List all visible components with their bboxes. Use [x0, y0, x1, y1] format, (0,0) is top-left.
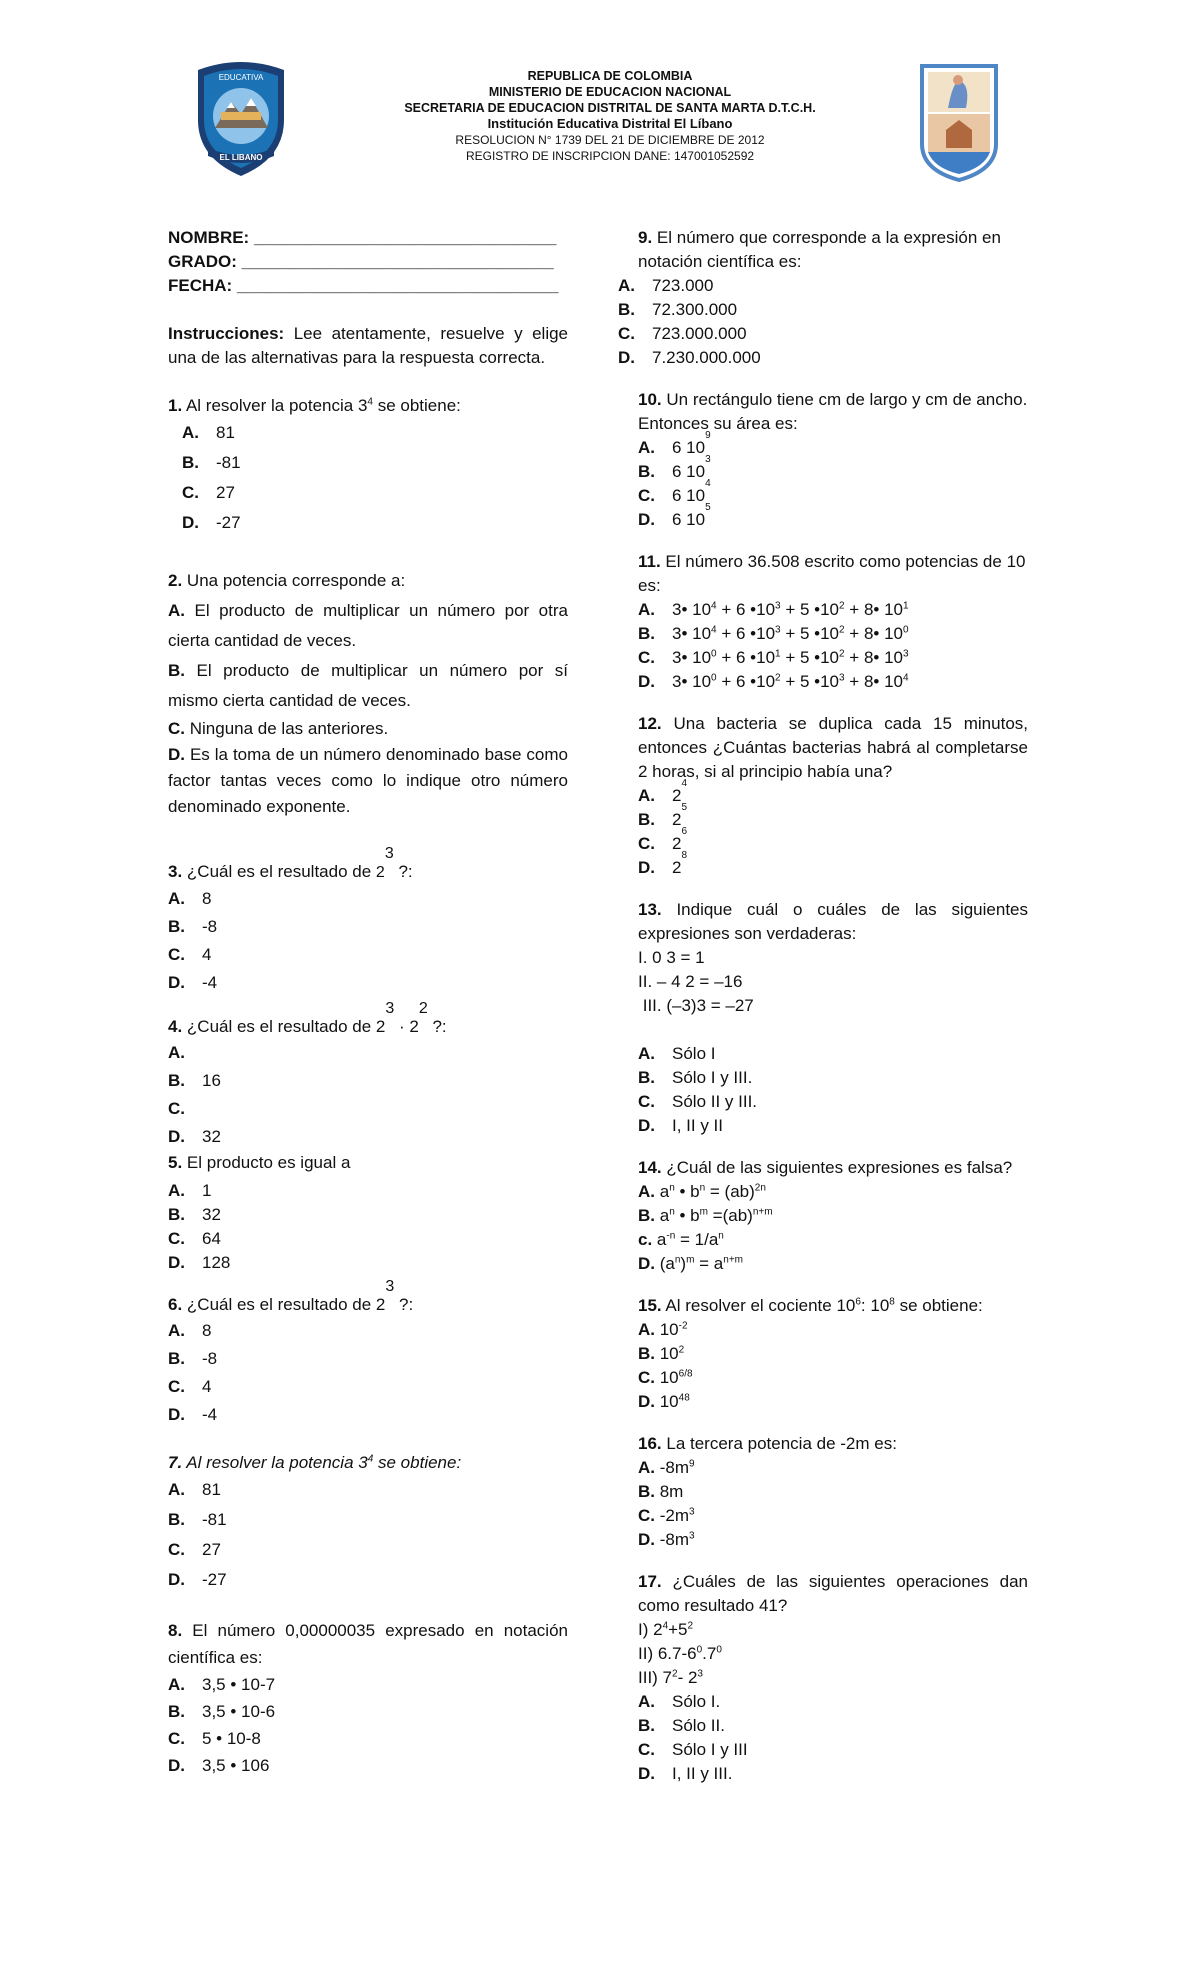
option-c[interactable]: C. Ninguna de las anteriores.	[168, 719, 389, 738]
header-text	[330, 68, 890, 164]
question-1	[168, 394, 568, 538]
option-d[interactable]: D. 2 8	[638, 850, 688, 877]
option-b[interactable]: B. 16	[168, 1071, 221, 1090]
option-d[interactable]: D. Es la toma de un número denominado base como factor tantas veces como lo indique otro número denominado exponente.	[168, 745, 568, 816]
question-11	[638, 550, 1028, 694]
question-13	[638, 898, 1028, 1138]
question-12	[638, 712, 1028, 880]
option-c[interactable]: C. 27	[168, 1540, 221, 1559]
question-4: 4. ¿Cuál es el resultado de $2^3 \cdot 2^2$ ?: A. B. 16 C. D. 32	[168, 1015, 568, 1151]
option-b[interactable]: B. -8	[168, 1349, 218, 1368]
option-d[interactable]: D. -4	[168, 973, 218, 992]
document-header	[0, 58, 1200, 178]
question-text: ¿Cuál de las siguientes expresiones es falsa?	[661, 1158, 1013, 1177]
header-line-republic: REPUBLICA DE COLOMBIA	[527, 69, 693, 83]
exponent: 3	[384, 845, 394, 863]
question-text: El número 0,00000035 expresado en notación científica es:	[168, 1621, 568, 1667]
option-c[interactable]: C. 4	[168, 945, 212, 964]
option-b[interactable]: B. 2 5	[638, 802, 688, 829]
option-c[interactable]: C. 4	[168, 1377, 212, 1396]
option-c[interactable]: C. $-2m^3$	[638, 1506, 695, 1525]
option-a[interactable]: A. $a^n$ • $b^n = (ab)^{2n}$	[638, 1182, 766, 1201]
option-a[interactable]: A. Sólo I.	[638, 1692, 721, 1711]
question-number: 17.	[638, 1572, 662, 1591]
option-d[interactable]: D. 32	[168, 1127, 221, 1146]
name-field[interactable]: NOMBRE: ________________________________	[168, 228, 557, 247]
exponent: 4	[367, 1453, 374, 1465]
question-9	[618, 226, 1038, 370]
option-b[interactable]: B. $a^n$ • $b^m =(ab)^{n+m}$	[638, 1206, 773, 1225]
question-17	[638, 1570, 1028, 1786]
question-6: 6. ¿Cuál es el resultado de $2^3$ ?: A. 8 B. -8 C. 4 D. -4	[168, 1293, 568, 1429]
question-7: 7. Al resolver la potencia $3^4$ se obtiene: A. 81 B. -81 C. 27 D. -27	[168, 1451, 568, 1595]
instructions	[168, 322, 568, 370]
question-number: 15.	[638, 1296, 662, 1315]
question-5	[168, 1151, 568, 1275]
question-text: ¿Cuál es el resultado de	[182, 1295, 376, 1314]
header-line-resolution: RESOLUCION N° 1739 DEL 21 DE DICIEMBRE DE 2012	[455, 133, 765, 147]
student-fields	[168, 226, 568, 298]
question-number: 6.	[168, 1295, 183, 1314]
question-2	[168, 566, 568, 820]
option-d[interactable]: D. 3,5 • 106	[168, 1756, 270, 1775]
option-d[interactable]: D. I, II y III.	[638, 1764, 733, 1783]
option-b[interactable]: B. -81	[168, 1510, 227, 1529]
option-c[interactable]: C. $10^{6/8}$	[638, 1368, 693, 1387]
question-number: 11.	[638, 552, 661, 571]
option-a[interactable]: A. 2 4	[638, 778, 688, 805]
question-8	[168, 1617, 568, 1779]
question-number: 8.	[168, 1621, 183, 1640]
question-number: 4.	[168, 1017, 183, 1036]
option-b[interactable]: B. 6 10 3	[638, 454, 711, 481]
option-c[interactable]: C. 5 • 10-8	[168, 1729, 261, 1748]
question-text: La tercera potencia de -2m es:	[661, 1434, 897, 1453]
option-b[interactable]: B. -8	[168, 917, 218, 936]
header-line-secretary: SECRETARIA DE EDUCACION DISTRITAL DE SANTA MARTA D.T.C.H.	[404, 101, 816, 115]
question-text: Al resolver la potencia 3	[182, 1453, 368, 1472]
option-a[interactable]: A. 723.000	[618, 276, 714, 295]
question-number: 10.	[638, 390, 662, 409]
option-a[interactable]: A. 3,5 • 10-7	[168, 1675, 276, 1694]
option-d[interactable]: D. 6 10 5	[638, 502, 711, 529]
statement-ii: II. – 4 2 = –16	[638, 972, 743, 991]
option-c[interactable]: C. 723.000.000	[618, 324, 747, 343]
question-number: 12.	[638, 714, 662, 733]
question-text: ¿Cuál es el resultado de	[182, 1017, 376, 1036]
question-text: ¿Cuál es el resultado de	[182, 862, 376, 881]
option-d[interactable]: D. -4	[168, 1405, 218, 1424]
header-line-ministry: MINISTERIO DE EDUCACION NACIONAL	[488, 85, 732, 99]
option-c[interactable]: C. 2 6	[638, 826, 688, 853]
question-3: 3. ¿Cuál es el resultado de $2^3$ ?: A. 8 B. -8 C. 4 D. -4	[168, 860, 568, 997]
grade-field[interactable]: GRADO: _________________________________	[168, 252, 554, 271]
option-b[interactable]: B. Sólo II.	[638, 1716, 725, 1735]
question-text: Al resolver la potencia 3	[182, 396, 368, 415]
question-number: 9.	[638, 228, 653, 247]
option-a[interactable]: A. $-8m^9$	[638, 1458, 695, 1477]
option-a[interactable]: A. Sólo I	[638, 1044, 716, 1063]
option-b[interactable]: B. -81	[182, 453, 241, 472]
option-d[interactable]: D. -27	[168, 1570, 227, 1589]
option-b[interactable]: B. El producto de multiplicar un número por sí mismo cierta cantidad de veces.	[168, 661, 568, 710]
option-a[interactable]: A. 81	[182, 423, 235, 442]
option-d[interactable]: D. $10^{48}$	[638, 1392, 690, 1411]
date-field[interactable]: FECHA: __________________________________	[168, 276, 559, 295]
option-c[interactable]: C. 27	[182, 483, 235, 502]
question-text: Un rectángulo tiene cm de largo y cm de ancho. Entonces su área es:	[638, 390, 1028, 433]
option-d[interactable]: D. $-8m^3$	[638, 1530, 695, 1549]
option-a[interactable]: A. 8	[168, 1321, 212, 1340]
option-d[interactable]: D. 7.230.000.000	[618, 348, 761, 367]
statement-i: I) $2^4+5^2$	[638, 1620, 694, 1639]
header-line-registry: REGISTRO DE INSCRIPCION DANE: 147001052592	[465, 149, 755, 163]
option-d[interactable]: D. 3• $10^0 + 6$ $•10^2 + 5$ $•10^3$ + 8• $10^4$	[638, 672, 909, 691]
question-number: 2.	[168, 571, 183, 590]
question-number: 16.	[638, 1434, 662, 1453]
option-a[interactable]: A. 8	[168, 889, 212, 908]
option-b[interactable]: B. 3• $10^4 + 6$ $•10^3 + 5$ $•10^2$ + 8• $10^0$	[638, 624, 909, 643]
option-b[interactable]: B. 72.300.000	[618, 300, 738, 319]
statement-i: I. 0 3 = 1	[638, 948, 705, 967]
question-text: El número 36.508 escrito como potencias de 10 es:	[638, 552, 1026, 595]
statement-iii: III. (–3)3 = –27	[638, 996, 754, 1015]
option-c[interactable]: C. 3• $10^0 + 6$ $•10^1 + 5$ $•10^2$ + 8• $10^3$	[638, 648, 909, 667]
question-text: El número que corresponde a la expresión en notación científica es:	[638, 228, 1001, 271]
question-text: Indique cuál o cuáles de las siguientes expresiones son verdaderas:	[638, 900, 1028, 943]
question-number: 1.	[168, 396, 183, 415]
option-a[interactable]: A. 3• $10^4 + 6$ $•10^3 + 5$ $•10^2$ + 8• $10^1$	[638, 600, 909, 619]
instructions-label: Instrucciones:	[168, 324, 285, 343]
question-text: Al resolver el cociente 10	[661, 1296, 856, 1315]
right-column	[618, 226, 1038, 1804]
option-a[interactable]: A. 81	[168, 1480, 221, 1499]
question-number: 7.	[168, 1453, 183, 1472]
option-d[interactable]: D. $(a^n)^m = a^{n+m}$	[638, 1254, 743, 1273]
question-number: 13.	[638, 900, 662, 919]
option-b[interactable]: B. 8m	[638, 1482, 684, 1501]
exponent: 4	[367, 396, 373, 408]
left-column	[168, 226, 568, 1797]
svg-text:EL LIBANO: EL LIBANO	[219, 153, 263, 162]
question-10	[638, 388, 1028, 532]
question-text: El producto es igual a	[182, 1153, 351, 1172]
option-c[interactable]: c. $a^{-n} = 1/a^n$	[638, 1230, 724, 1249]
option-b[interactable]: B. 32	[168, 1205, 221, 1224]
option-a[interactable]: A. El producto de multiplicar un número por otra cierta cantidad de veces.	[168, 601, 568, 650]
statement-iii: III) $7^2-$ $2^3$	[638, 1668, 703, 1687]
instructions-text: Lee atentamente, resuelve y elige una de las alternativas para la respuesta correcta.	[168, 324, 568, 367]
option-c[interactable]: C.	[168, 1099, 185, 1118]
statement-ii: II) $6.7-6^0.7^0$	[638, 1644, 722, 1663]
question-14	[638, 1156, 1028, 1276]
option-a[interactable]: A.	[168, 1043, 185, 1062]
school-shield-logo	[188, 58, 294, 178]
option-c[interactable]: C. Sólo II y III.	[638, 1092, 758, 1111]
header-line-institution: Institución Educativa Distrital El Líbano	[487, 116, 733, 131]
question-number: 14.	[638, 1158, 662, 1177]
option-a[interactable]: A. 6 10 9	[638, 430, 711, 457]
option-c[interactable]: C. Sólo I y III	[638, 1740, 748, 1759]
option-c[interactable]: C. 64	[168, 1229, 221, 1248]
question-text: Una potencia corresponde a:	[182, 571, 406, 590]
option-d[interactable]: D. I, II y II	[638, 1116, 724, 1135]
option-c[interactable]: C. 6 10 4	[638, 478, 711, 505]
option-b[interactable]: B. 3,5 • 10-6	[168, 1702, 276, 1721]
option-b[interactable]: B. $10^2$	[638, 1344, 685, 1363]
option-b[interactable]: B. Sólo I y III.	[638, 1068, 753, 1087]
question-text: ¿Cuáles de las siguientes operaciones dan como resultado 41?	[638, 1572, 1028, 1615]
question-text-tail: se obtiene:	[372, 396, 461, 415]
question-15: 15. Al resolver el cociente $10^6$: $10^8$ se obtiene: A. $10^{-2}$ B. $10^2$ C. $10^{6/8}$ D. $10^{48}$	[638, 1294, 1028, 1414]
option-d[interactable]: D. -27	[182, 513, 241, 532]
svg-text:EDUCATIVA: EDUCATIVA	[218, 73, 264, 82]
base: 2	[375, 864, 385, 881]
option-d[interactable]: D. 128	[168, 1253, 231, 1272]
question-text: Una bacteria se duplica cada 15 minutos, entonces ¿Cuántas bacterias habrá al completarse 2 horas, si al principio había una?	[638, 714, 1028, 781]
option-a[interactable]: A. 1	[168, 1181, 212, 1200]
question-16	[638, 1432, 1028, 1552]
question-number: 5.	[168, 1153, 183, 1172]
option-a[interactable]: A. $10^{-2}$	[638, 1320, 688, 1339]
santa-marta-crest-logo	[918, 58, 1000, 182]
question-number: 3.	[168, 862, 183, 881]
